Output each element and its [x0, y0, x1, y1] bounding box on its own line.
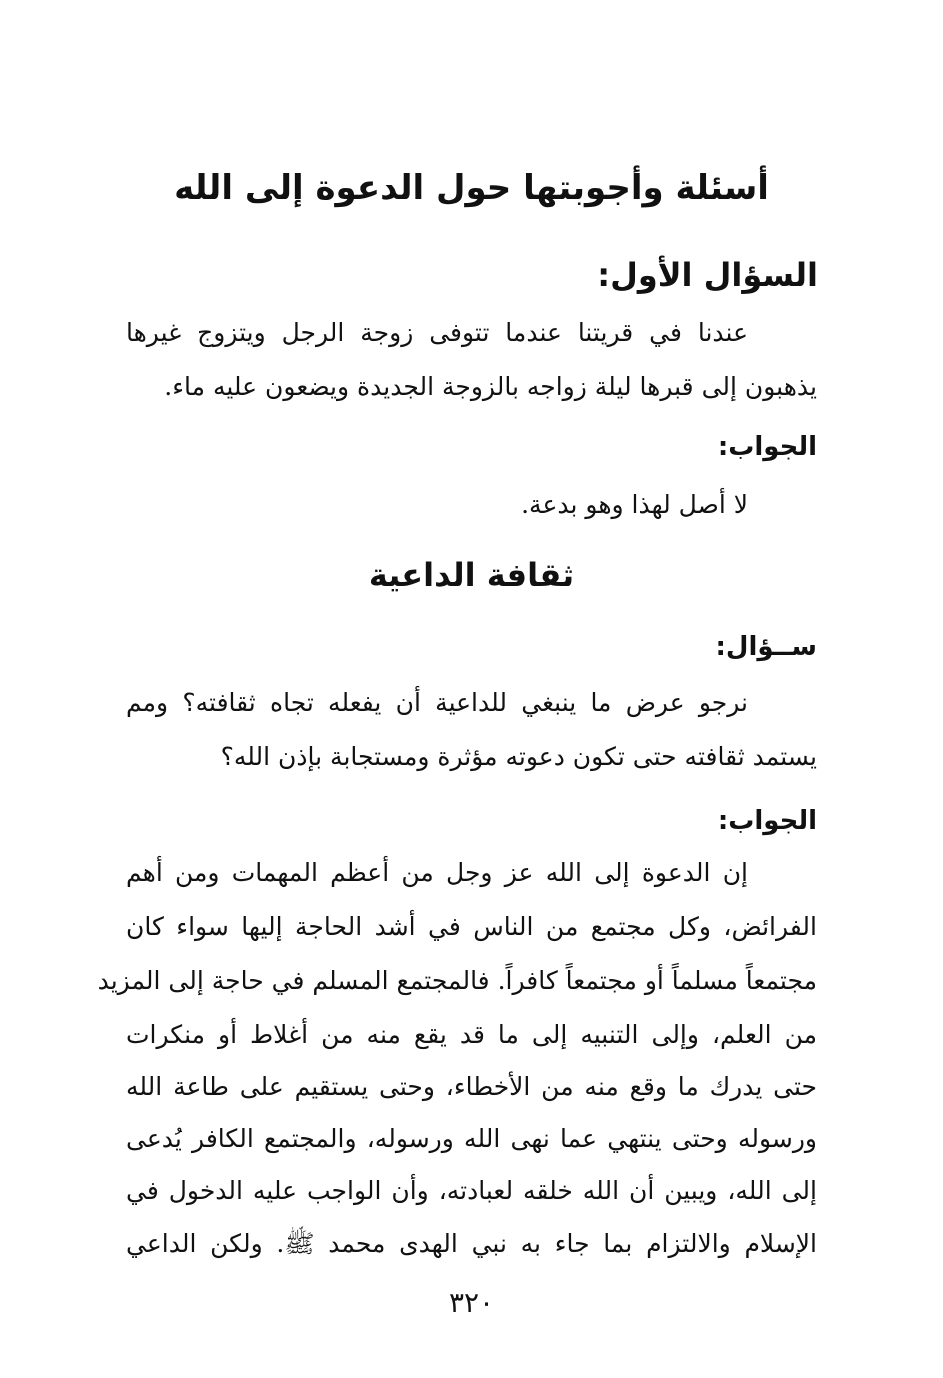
answer-2-text-line: إلى الله، ويبين أن الله خلقه لعبادته، وأن الواجب عليه الدخول في — [126, 1176, 817, 1205]
question-1-heading: السؤال الأول: — [597, 256, 818, 294]
answer-2-text-line: إن الدعوة إلى الله عز وجل من أعظم المهمات ومن أهم — [126, 858, 748, 887]
answer-2-text-line: من العلم، وإلى التنبيه إلى ما قد يقع منه من أغلاط أو منكرات — [126, 1020, 817, 1049]
question-1-text-line: عندنا في قريتنا عندما تتوفى زوجة الرجل ويتزوج غيرها — [126, 318, 748, 347]
answer-1-text-line: لا أصل لهذا وهو بدعة. — [521, 490, 748, 519]
question-2-heading: ســؤال: — [715, 632, 817, 662]
section-title: ثقافة الداعية — [368, 556, 575, 594]
answer-2-text-line: الإسلام والالتزام بما جاء به نبي الهدى محمد ﷺ. ولكن الداعي — [126, 1229, 817, 1258]
question-1-text-line: يذهبون إلى قبرها ليلة زواجه بالزوجة الجديدة ويضعون عليه ماء. — [164, 372, 817, 401]
answer-2-text-line: مجتمعاً مسلماً أو مجتمعاً كافراً. فالمجتمع المسلم في حاجة إلى المزيد — [97, 966, 817, 995]
page-number: ٣٢٠ — [448, 1286, 495, 1319]
answer-1-label: الجواب: — [717, 432, 817, 462]
question-2-text-line: يستمد ثقافته حتى تكون دعوته مؤثرة ومستجابة بإذن الله؟ — [220, 742, 817, 771]
page-title: أسئلة وأجوبتها حول الدعوة إلى الله — [174, 168, 769, 208]
question-2-text-line: نرجو عرض ما ينبغي للداعية أن يفعله تجاه ثقافته؟ ومم — [126, 688, 748, 717]
answer-2-label: الجواب: — [717, 806, 817, 836]
answer-2-text-line: ورسوله وحتى ينتهي عما نهى الله ورسوله، والمجتمع الكافر يُدعى — [126, 1124, 817, 1153]
answer-2-text-line: الفرائض، وكل مجتمع من الناس في أشد الحاجة إليها سواء كان — [126, 912, 817, 941]
answer-2-text-line: حتى يدرك ما وقع منه من الأخطاء، وحتى يستقيم على طاعة الله — [126, 1072, 817, 1101]
